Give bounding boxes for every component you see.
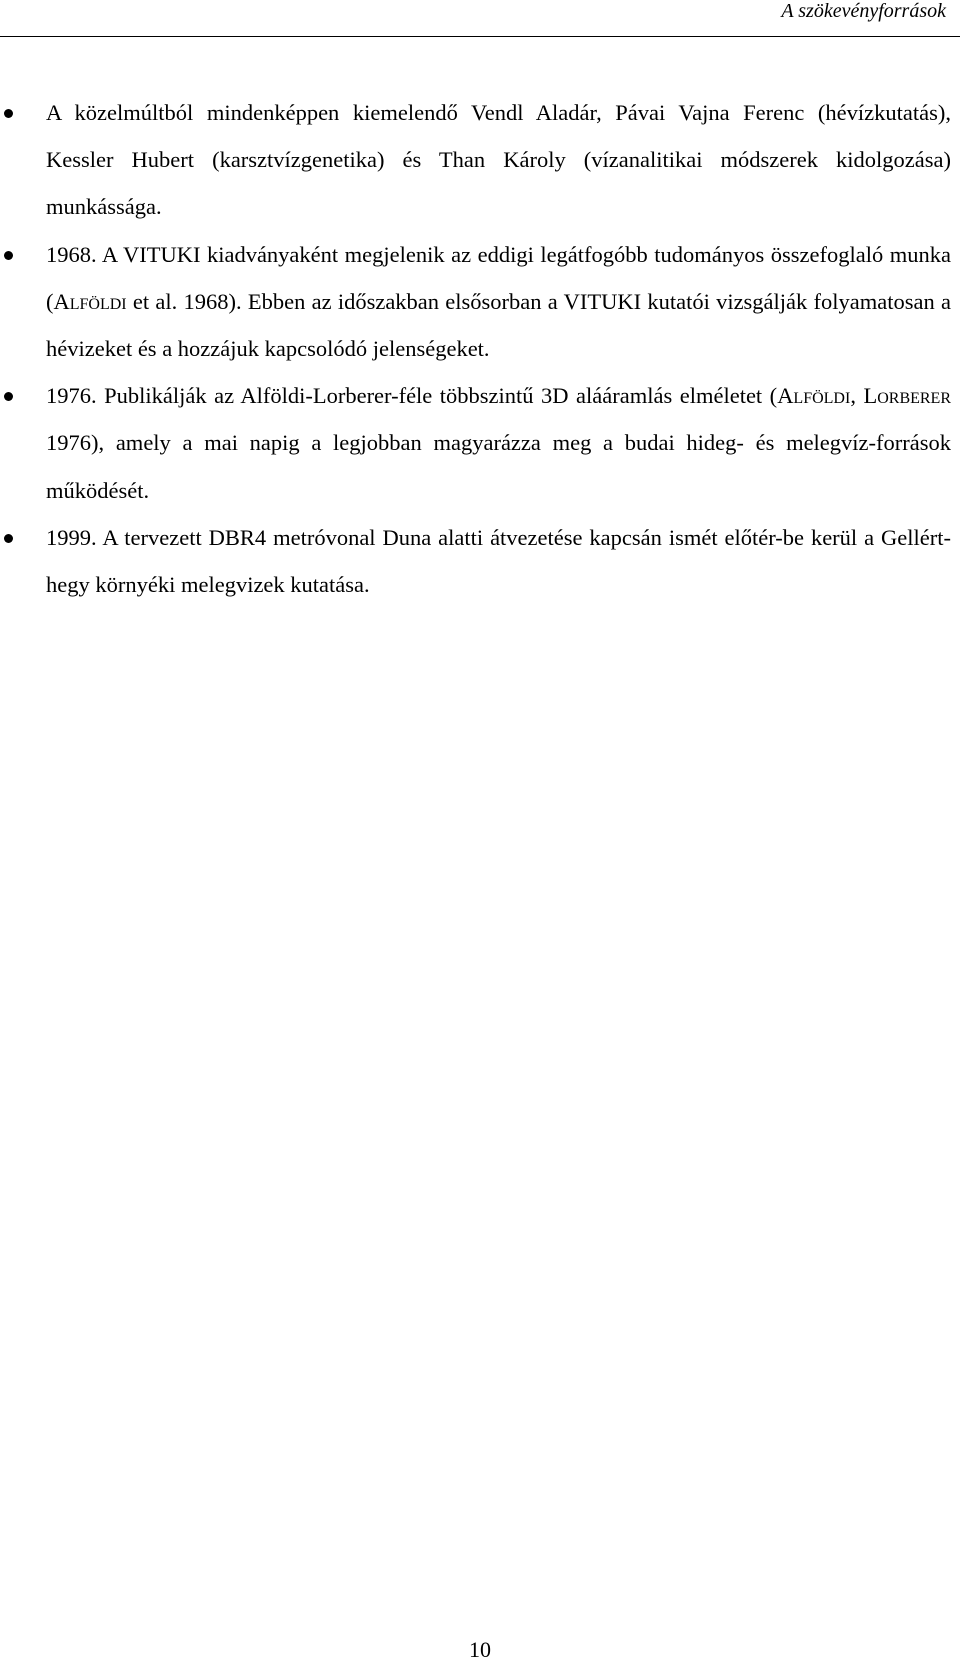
item-text: et al. 1968). Ebben az időszakban elsősorban a VITUKI kutatói vizsgálják folyamatosan a hévizeket és a hozzájuk kapcsolódó jelenségeket.	[46, 288, 951, 362]
item-text: 1976. Publikálják az Alföldi-Lorberer-féle többszintű 3D alááramlás elméletet (	[46, 383, 778, 409]
running-header-title: A szökevényforrások	[781, 0, 946, 22]
bullet-icon	[4, 392, 13, 401]
list-item	[0, 89, 960, 231]
item-text: 1976), amely a mai napig a legjobban magyarázza meg a budai hideg- és melegvíz-források működését.	[46, 430, 951, 503]
timeline-bullet-list	[0, 89, 960, 608]
list-item	[0, 231, 960, 373]
item-text: A közelmúltból mindenképpen kiemelendő Vendl Aladár, Pávai Vajna Ferenc (hévízkutatás), Kessler Hubert (karsztvízgenetika) és Than Károly (vízanalitikai módszerek kidolgozása) munkássága.	[46, 100, 951, 220]
item-text: 1968. A VITUKI kiadványaként megjelenik az eddigi legátfogóbb tudományos összefoglaló munka (	[46, 241, 951, 314]
author-name: Lorberer	[863, 383, 952, 409]
bullet-icon	[4, 534, 13, 543]
bullet-icon	[4, 251, 13, 260]
author-name: Alföldi	[53, 288, 127, 314]
author-name: Alföldi	[777, 383, 851, 409]
page-number: 10	[469, 1637, 491, 1662]
bullet-icon	[4, 109, 13, 118]
item-text: 1999. A tervezett DBR4 metróvonal Duna alatti átvezetése kapcsán ismét előtér-be kerül a Gellért-hegy környéki melegvizek kutatása.	[46, 524, 951, 598]
author-separator: ,	[850, 383, 864, 409]
list-item	[0, 514, 960, 608]
list-item	[0, 372, 960, 514]
header-divider	[0, 36, 960, 37]
